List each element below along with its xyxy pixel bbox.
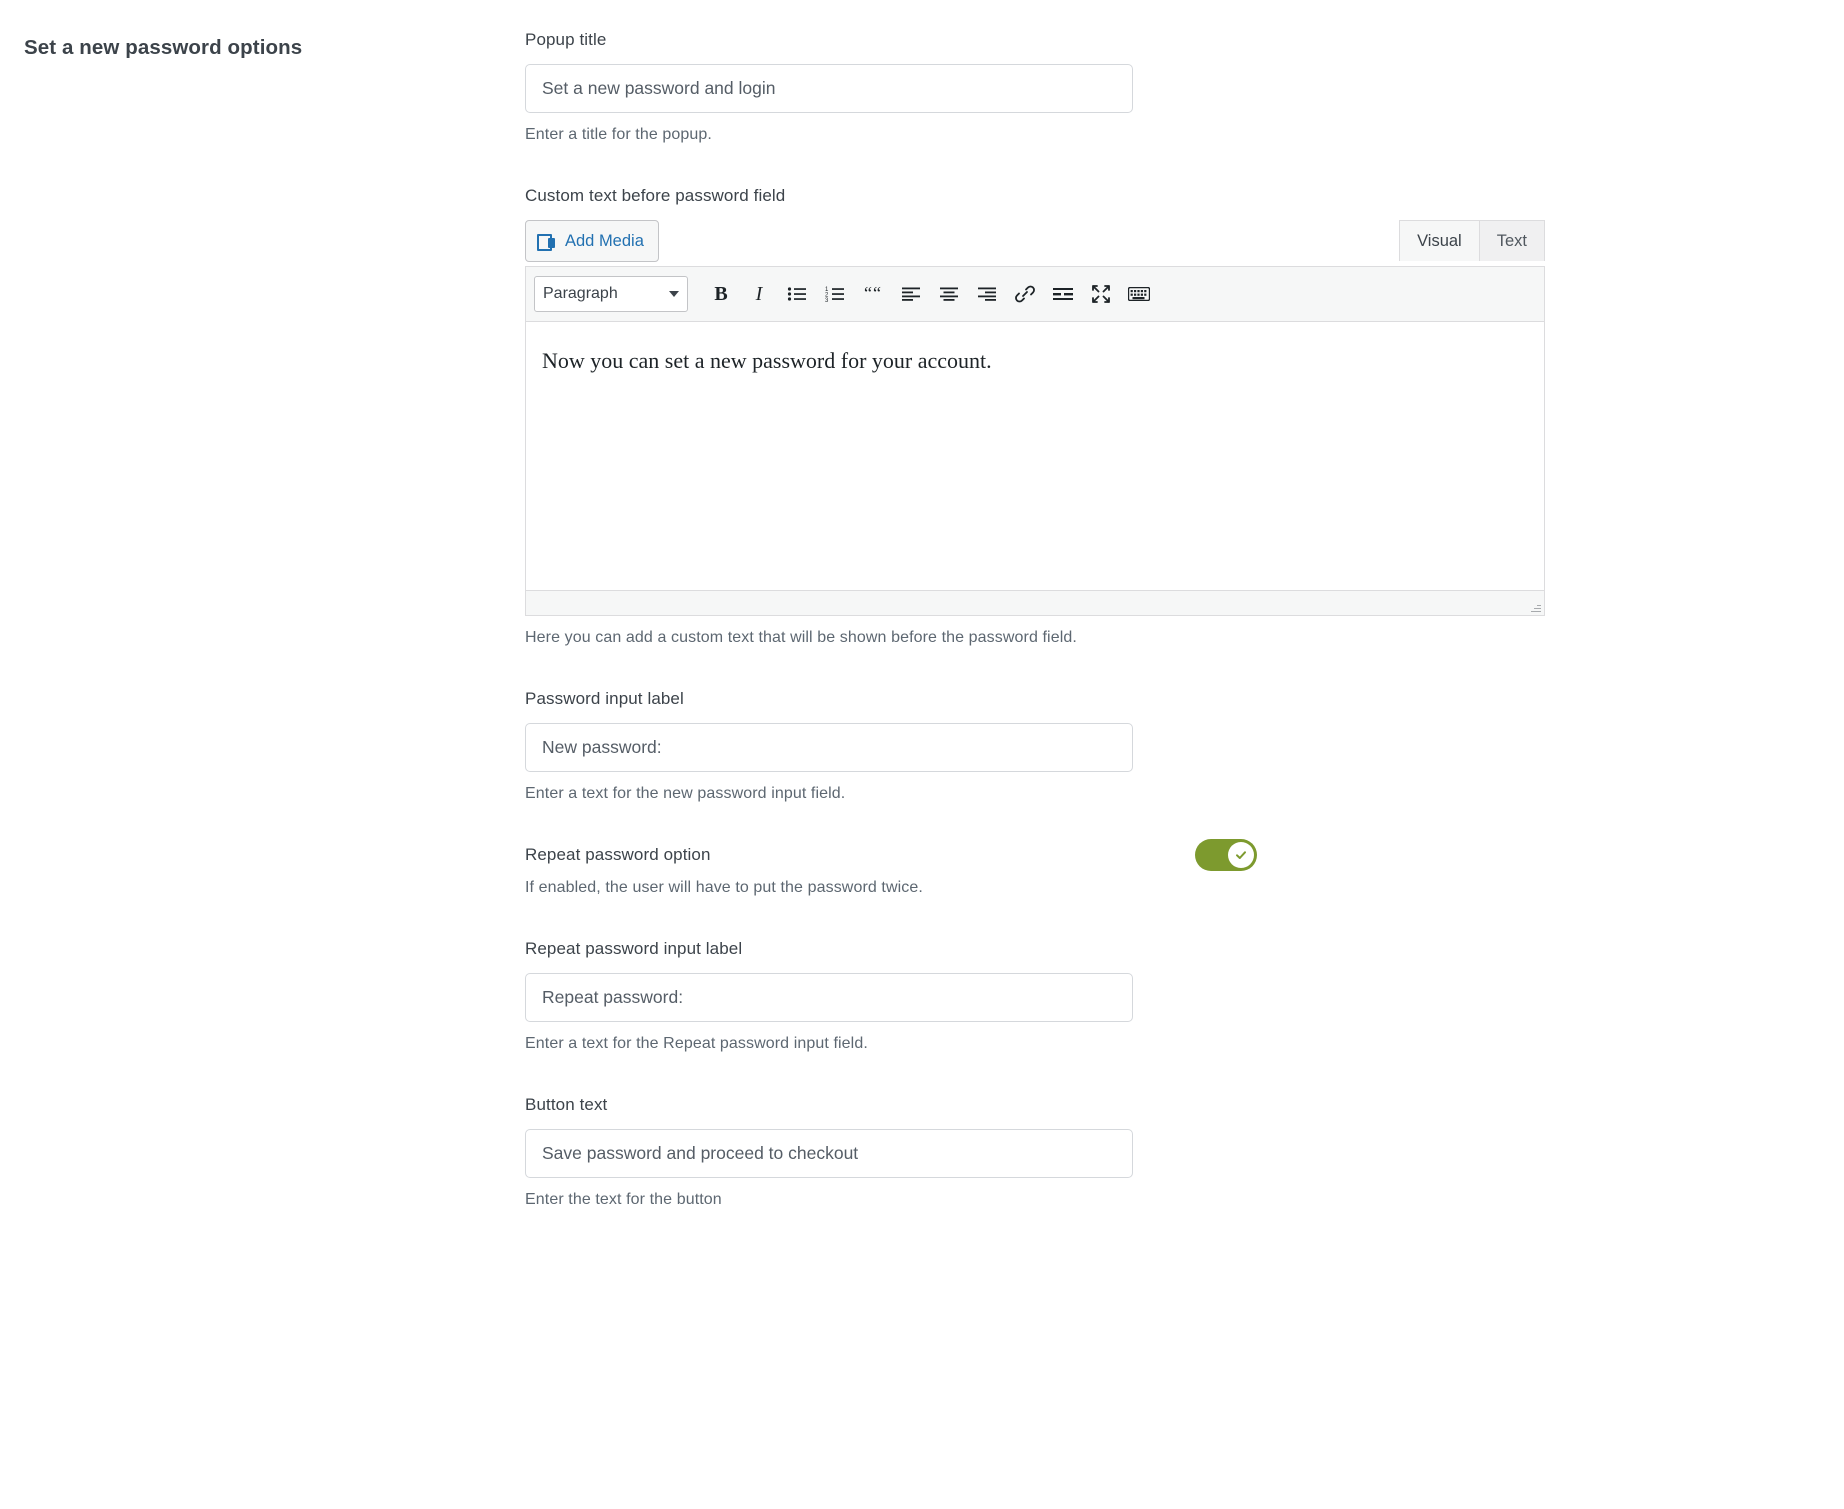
editor-paragraph: Now you can set a new password for your account. [542,348,992,373]
tab-visual[interactable]: Visual [1399,220,1480,261]
add-media-button[interactable] [525,220,659,262]
page-title: Set a new password options [24,36,303,59]
bulleted-list-icon[interactable] [780,277,814,311]
editor-content-area[interactable] [526,322,1544,590]
add-media-label: Add Media [565,231,644,250]
svg-text:2: 2 [825,292,829,299]
check-icon [1234,848,1248,862]
settings-fields [525,30,1545,1209]
field-repeat-password-option [525,845,1545,897]
paragraph-format-select[interactable] [534,276,688,312]
svg-text:“: “ [873,286,881,302]
popup-title-label: Popup title [525,30,607,49]
insert-link-icon[interactable] [1008,277,1042,311]
password-input-label-input[interactable] [525,723,1133,772]
svg-text:3: 3 [825,298,829,302]
toolbar-toggle-icon[interactable] [1122,277,1156,311]
repeat-password-option-label: Repeat password option [525,845,711,864]
italic-icon[interactable]: I [755,282,763,305]
read-more-icon[interactable] [1046,277,1080,311]
add-media-icon [537,232,557,250]
repeat-password-input-label-input[interactable] [525,973,1133,1022]
popup-title-input[interactable] [525,64,1133,113]
editor-statusbar [526,590,1544,615]
custom-text-label: Custom text before password field [525,186,786,205]
numbered-list-icon[interactable] [818,277,852,311]
field-password-input-label [525,689,1545,803]
field-repeat-password-input-label [525,939,1545,1053]
tab-text[interactable]: Text [1480,220,1545,261]
repeat-password-toggle[interactable] [1195,839,1257,871]
align-right-icon[interactable] [970,277,1004,311]
button-text-label: Button text [525,1095,608,1114]
svg-text:“: “ [864,286,872,302]
field-popup-title [525,30,1545,144]
bold-icon[interactable]: B [714,282,728,305]
repeat-password-input-label-help: Enter a text for the Repeat password input field. [525,1035,868,1052]
chevron-down-icon [669,291,679,297]
blockquote-icon[interactable] [856,277,890,311]
wysiwyg-editor [525,220,1545,616]
paragraph-format-value: Paragraph [543,285,618,302]
button-text-help: Enter the text for the button [525,1191,722,1208]
editor-box [525,266,1545,616]
field-custom-text [525,186,1545,647]
repeat-password-input-label-label: Repeat password input label [525,939,743,958]
password-input-label-label: Password input label [525,689,684,708]
popup-title-help: Enter a title for the popup. [525,126,712,143]
editor-topbar [525,220,1545,266]
custom-text-help: Here you can add a custom text that will be shown before the password field. [525,629,1077,646]
editor-toolbar [526,267,1544,322]
button-text-input[interactable] [525,1129,1133,1178]
password-input-label-help: Enter a text for the new password input field. [525,785,846,802]
fullscreen-icon[interactable] [1084,277,1118,311]
svg-text:1: 1 [825,287,829,293]
field-button-text [525,1095,1545,1209]
editor-mode-tabs [1399,220,1545,261]
repeat-password-option-help: If enabled, the user will have to put the password twice. [525,879,923,896]
align-center-icon[interactable] [932,277,966,311]
align-left-icon[interactable] [894,277,928,311]
editor-resize-handle[interactable] [1531,602,1541,612]
toggle-knob [1228,842,1254,868]
